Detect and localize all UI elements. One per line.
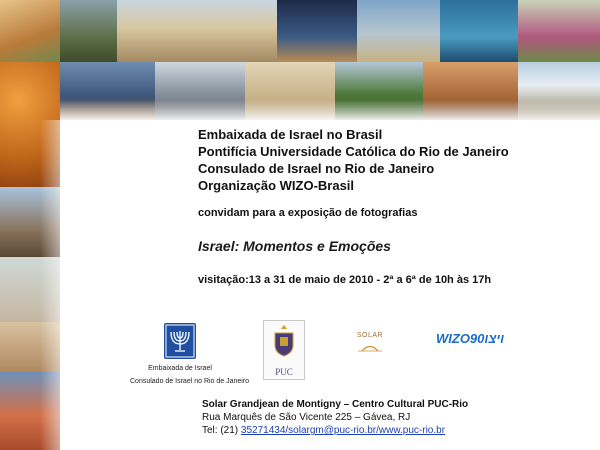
puc-logo-text: PUC xyxy=(275,367,293,377)
phone-label: Tel: (21) xyxy=(202,425,241,436)
photo-thistle-flower xyxy=(518,0,600,62)
venue-name: Solar Grandjean de Montigny – Centro Cultural PUC-Rio xyxy=(202,399,469,410)
puc-logo xyxy=(263,320,305,380)
solar-logo-text: SOLAR xyxy=(356,332,384,339)
photo-garden xyxy=(0,0,60,62)
exhibition-title: Israel: Momentos e Emoções xyxy=(198,238,391,254)
photo-night-city xyxy=(277,0,357,62)
venue-contact xyxy=(202,424,468,437)
menorah-emblem-icon xyxy=(163,322,197,360)
contact-link[interactable]: 35271434/solargm@puc-rio.br/www.puc-rio.br xyxy=(240,425,446,436)
embassy-logo-line1: Embaixada de Israel xyxy=(148,365,212,372)
organizer: Organização WIZO-Brasil xyxy=(198,178,355,193)
venue-address: Rua Marquês de São Vicente 225 – Gávea, RJ xyxy=(202,412,411,423)
collage-fade xyxy=(40,120,80,450)
photo-trees xyxy=(60,0,117,62)
organizer: Pontifícia Universidade Católica do Rio de Janeiro xyxy=(198,144,509,159)
solar-logo xyxy=(353,332,387,357)
visit-dates: visitação:13 a 31 de maio de 2010 - 2ª a 6ª de 10h às 17h xyxy=(198,274,492,286)
embassy-logo xyxy=(130,322,250,386)
photo-coast-city xyxy=(357,0,440,62)
invitation-text: convidam para a exposição de fotografias xyxy=(198,207,418,219)
puc-crest-icon xyxy=(264,321,304,361)
wizo-logo: WIZO90ויצו xyxy=(436,331,505,346)
organizer: Consulado de Israel no Rio de Janeiro xyxy=(198,161,435,176)
organizer: Embaixada de Israel no Brasil xyxy=(198,127,383,142)
photo-jerusalem-dome xyxy=(117,0,277,62)
venue-info xyxy=(202,398,468,437)
solar-sun-icon xyxy=(353,342,387,352)
organizers-list xyxy=(198,126,509,194)
photo-dolphin xyxy=(440,0,518,62)
collage-fade-top xyxy=(60,100,600,122)
embassy-logo-line2: Consulado de Israel no Rio de Janeiro xyxy=(130,378,250,385)
